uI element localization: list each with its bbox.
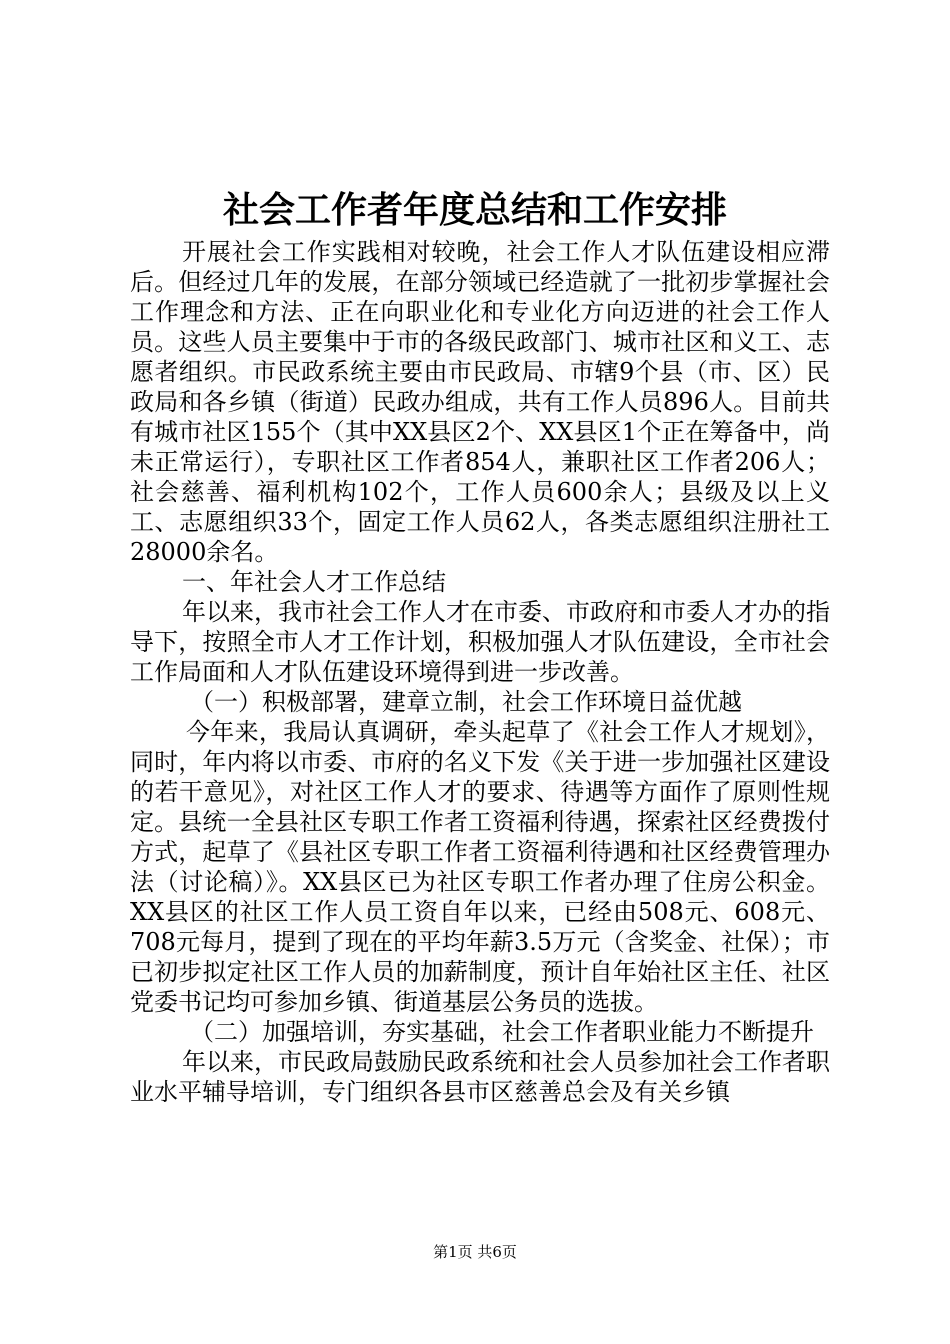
page-footer: 第1页 共6页 — [433, 1243, 517, 1261]
paragraph-training: 年以来，市民政局鼓励民政系统和社会人员参加社会工作者职业水平辅导培训，专门组织各县市区慈善总会及有关乡镇 — [130, 1048, 830, 1106]
section-heading-1: 一、年社会人才工作总结 — [182, 568, 446, 596]
paragraph-intro: 开展社会工作实践相对较晚，社会工作人才队伍建设相应滞后。但经过几年的发展，在部分领域已经造就了一批初步掌握社会工作理念和方法、正在向职业化和专业化方向迈进的社会工作人员。这些人员主要集中于市的各级民政部门、城市社区和义工、志愿者组织。市民政系统主要由市民政局、市辖9个县（市、区）民政局和各乡镇（街道）民政办组成，共有工作人员896人。目前共有城市社区155个（其中XX县区2个、XX县区1个正在筹备中，尚未正常运行），专职社区工作者854人，兼职社区工作者206人；社会慈善、福利机构102个，工作人员600余人；县级及以上义工、志愿组织33个，固定工作人员62人，各类志愿组织注册社工28000余名。 — [130, 238, 830, 566]
document-body — [130, 237, 830, 1107]
paragraph-policy: 今年来，我局认真调研，牵头起草了《社会工作人才规划》，同时，年内将以市委、市府的名义下发《关于进一步加强社区建设的若干意见》，对社区工作人才的要求、待遇等方面作了原则性规定。县统一全县社区专职工作者工资福利待遇，探索社区经费拨付方式，起草了《县社区专职工作者工资福利待遇和社区经费管理办法（讨论稿）》。XX县区已为社区专职工作者办理了住房公积金。XX县区的社区工作人员工资自年以来，已经由508元、608元、708元每月，提到了现在的平均年薪3.5万元（含奖金、社保）；市已初步拟定社区工作人员的加薪制度，预计自年始社区主任、社区党委书记均可参加乡镇、街道基层公务员的选拔。 — [130, 718, 830, 1016]
subsection-heading-1: （一）积极部署，建章立制，社会工作环境日益优越 — [190, 688, 742, 716]
paragraph-summary: 年以来，我市社会工作人才在市委、市政府和市委人才办的指导下，按照全市人才工作计划，积极加强人才队伍建设，全市社会工作局面和人才队伍建设环境得到进一步改善。 — [130, 598, 830, 686]
document-title: 社会工作者年度总结和工作安排 — [222, 189, 727, 231]
subsection-heading-2: （二）加强培训，夯实基础，社会工作者职业能力不断提升 — [190, 1018, 814, 1046]
